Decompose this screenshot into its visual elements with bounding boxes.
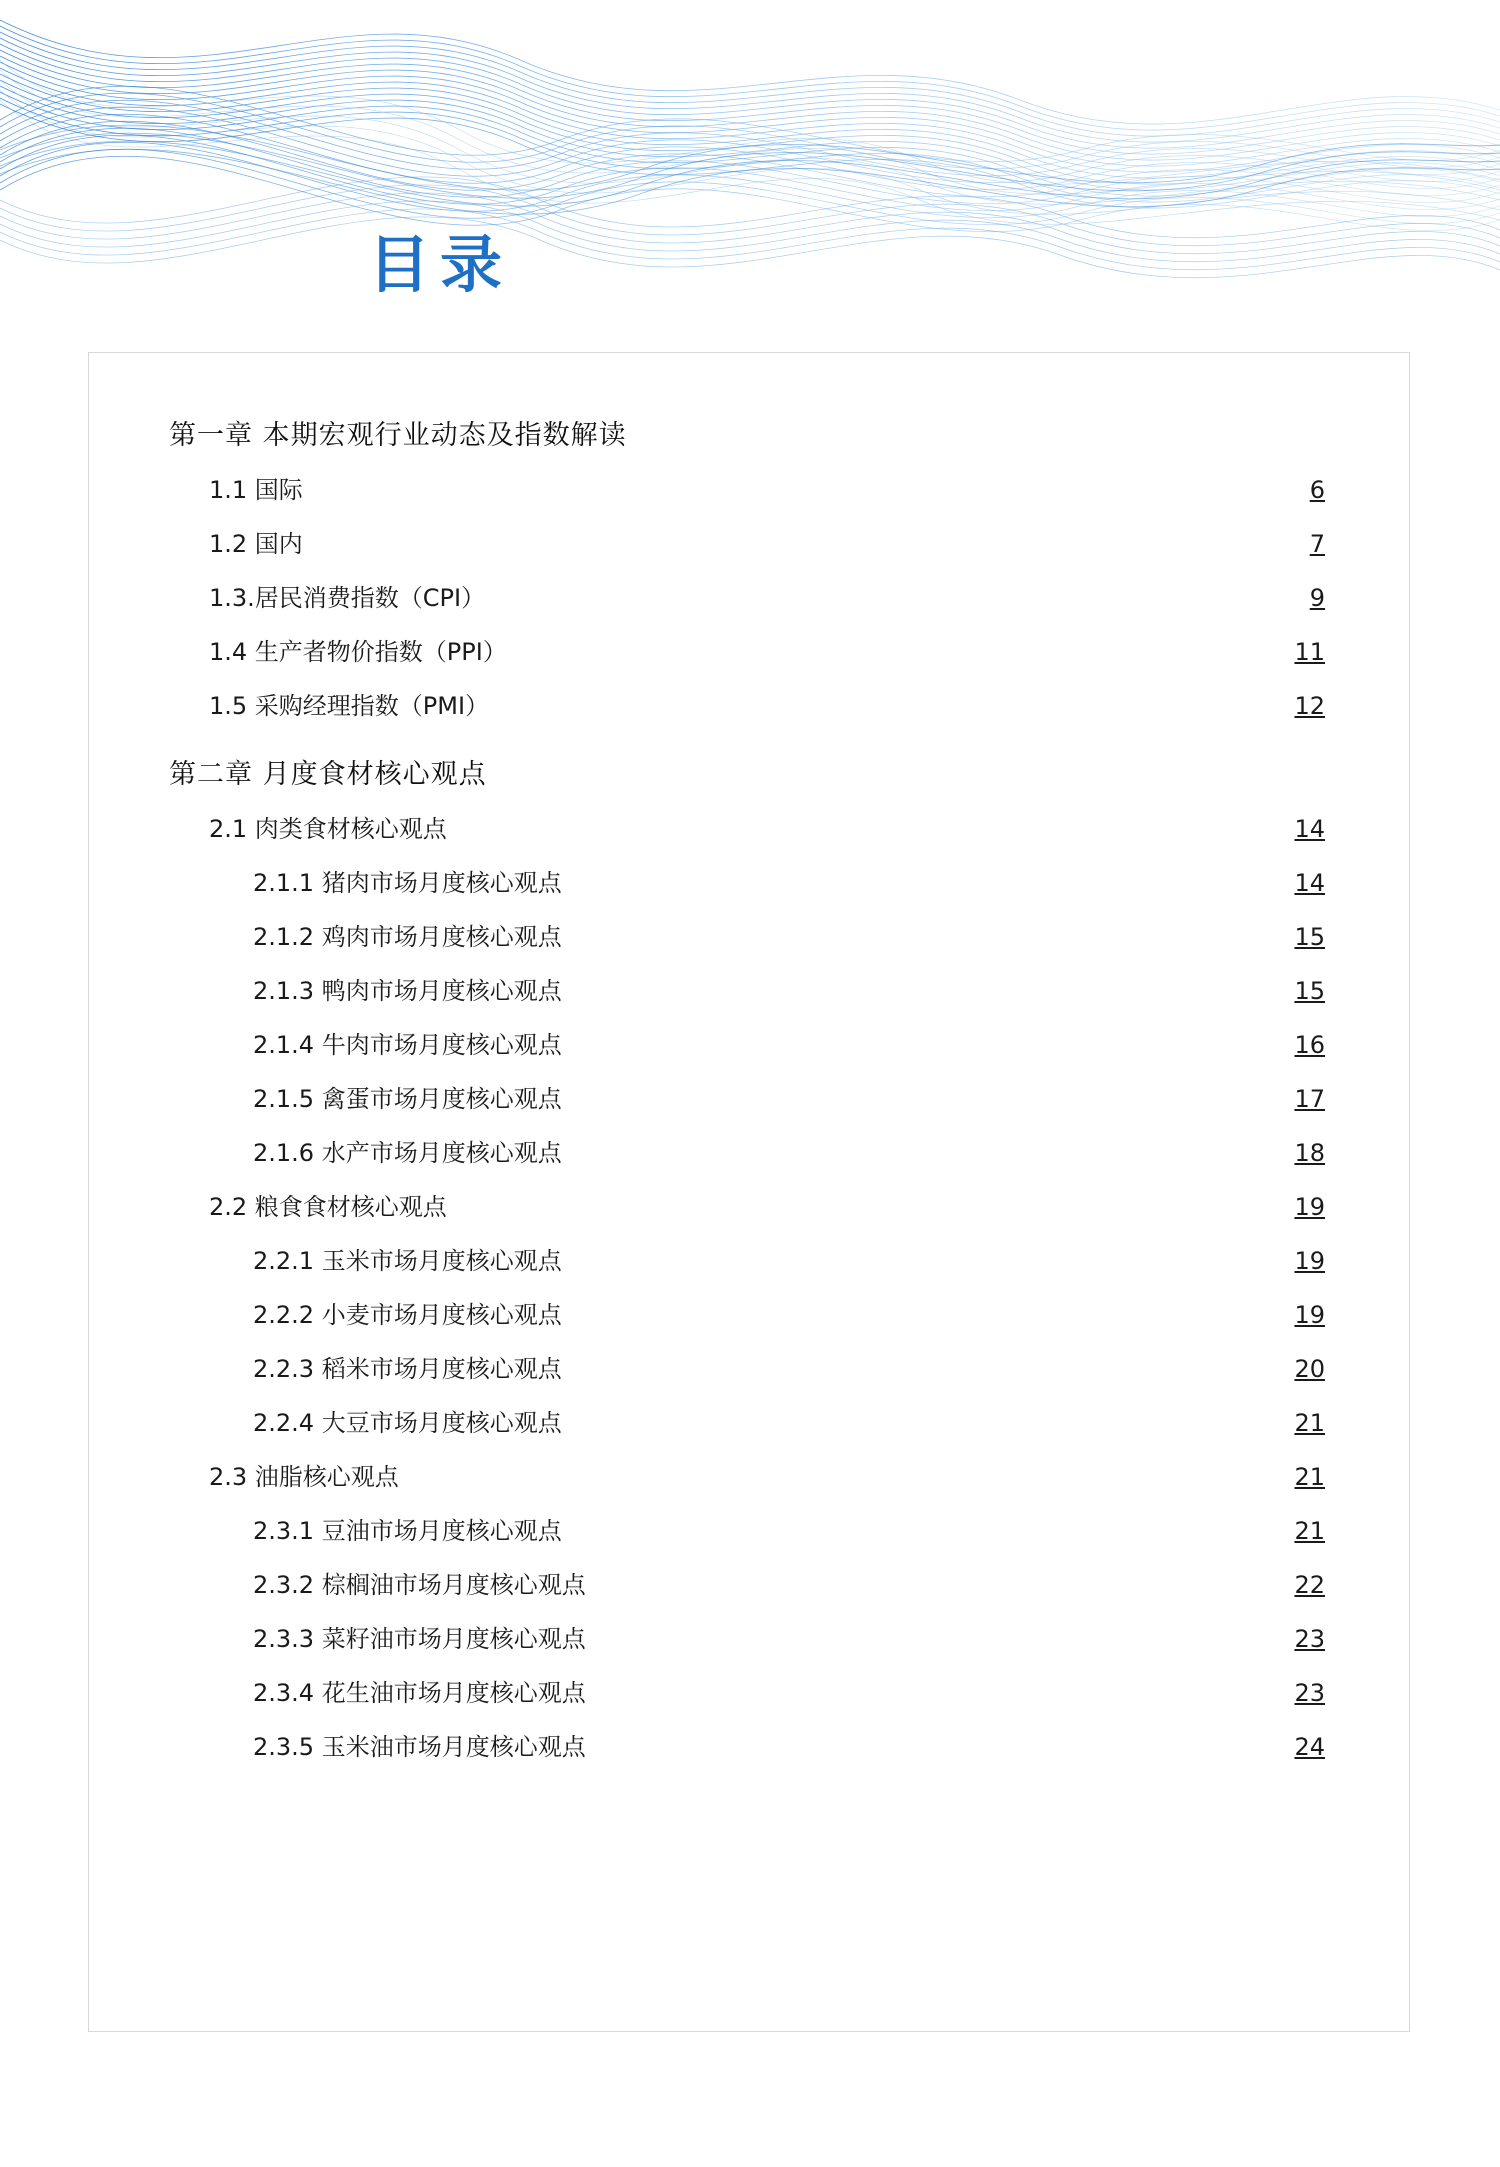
toc-container (88, 352, 1410, 2032)
toc-entry[interactable] (169, 676, 1353, 730)
toc-entry[interactable] (169, 1393, 1353, 1447)
toc-entry-page[interactable]: 6 (1309, 475, 1325, 504)
toc-entry[interactable] (169, 1339, 1353, 1393)
toc-entry[interactable] (169, 622, 1353, 676)
page-title: 目录 (368, 228, 513, 301)
toc-entry-page[interactable]: 21 (1294, 1408, 1325, 1437)
toc-entry[interactable] (169, 1717, 1353, 1771)
toc-entry-label: 2.1.3 鸭肉市场月度核心观点 (253, 976, 562, 1005)
toc-entry-page[interactable]: 19 (1294, 1246, 1325, 1275)
toc-entry-label: 2.2.1 玉米市场月度核心观点 (253, 1246, 562, 1275)
toc-entry[interactable] (169, 1069, 1353, 1123)
toc-entry-label: 2.2.2 小麦市场月度核心观点 (253, 1300, 562, 1329)
toc-entry-page[interactable]: 9 (1309, 583, 1325, 612)
toc-entry-page[interactable]: 23 (1294, 1624, 1325, 1653)
toc-entry-page[interactable]: 19 (1294, 1300, 1325, 1329)
toc-entry-label: 1.1 国际 (209, 475, 303, 504)
toc-entry-page[interactable]: 24 (1294, 1732, 1325, 1761)
toc-entry-label: 2.1.4 牛肉市场月度核心观点 (253, 1030, 562, 1059)
toc-entry-label: 2.3.5 玉米油市场月度核心观点 (253, 1732, 586, 1761)
toc-entry[interactable] (169, 1609, 1353, 1663)
toc-entry-label: 1.2 国内 (209, 529, 303, 558)
toc-entry-label: 2.1.6 水产市场月度核心观点 (253, 1138, 562, 1167)
toc-entry-page[interactable]: 19 (1294, 1192, 1325, 1221)
wave-graphic (0, 0, 1500, 340)
toc-entry-page[interactable]: 21 (1294, 1516, 1325, 1545)
toc-entry[interactable] (169, 853, 1353, 907)
toc-entry-label: 2.2.4 大豆市场月度核心观点 (253, 1408, 562, 1437)
toc-entry-page[interactable]: 7 (1309, 529, 1325, 558)
toc-entry[interactable] (169, 1447, 1353, 1501)
toc-entry[interactable] (169, 1231, 1353, 1285)
toc-entry-page[interactable]: 15 (1294, 922, 1325, 951)
toc-entry-page[interactable]: 18 (1294, 1138, 1325, 1167)
toc-entry-label: 2.2.3 稻米市场月度核心观点 (253, 1354, 562, 1383)
toc-entry-page[interactable]: 14 (1294, 868, 1325, 897)
toc-entry-page[interactable]: 22 (1294, 1570, 1325, 1599)
toc-entry-label: 1.3.居民消费指数（CPI） (209, 583, 486, 612)
toc-entry-label: 2.1.1 猪肉市场月度核心观点 (253, 868, 562, 897)
toc-entry-page[interactable]: 14 (1294, 814, 1325, 843)
toc-entry-page[interactable]: 21 (1294, 1462, 1325, 1491)
toc-entry-label: 2.3 油脂核心观点 (209, 1462, 399, 1491)
toc-entry[interactable] (169, 961, 1353, 1015)
toc-list (169, 413, 1353, 1771)
toc-entry[interactable] (169, 1015, 1353, 1069)
toc-entry[interactable] (169, 514, 1353, 568)
toc-entry-page[interactable]: 23 (1294, 1678, 1325, 1707)
toc-entry[interactable] (169, 799, 1353, 853)
toc-entry[interactable] (169, 460, 1353, 514)
toc-entry[interactable] (169, 1501, 1353, 1555)
toc-entry-label: 1.4 生产者物价指数（PPI） (209, 637, 507, 666)
decorative-wave-banner (0, 0, 1500, 340)
toc-entry[interactable] (169, 1285, 1353, 1339)
toc-entry-label: 2.3.3 菜籽油市场月度核心观点 (253, 1624, 586, 1653)
toc-entry[interactable] (169, 568, 1353, 622)
toc-entry-label: 2.3.2 棕榈油市场月度核心观点 (253, 1570, 586, 1599)
toc-entry-page[interactable]: 20 (1294, 1354, 1325, 1383)
toc-entry[interactable] (169, 1555, 1353, 1609)
toc-entry-label: 2.2 粮食食材核心观点 (209, 1192, 447, 1221)
toc-entry-label: 2.1 肉类食材核心观点 (209, 814, 447, 843)
toc-entry-label: 2.3.4 花生油市场月度核心观点 (253, 1678, 586, 1707)
toc-entry-page[interactable]: 15 (1294, 976, 1325, 1005)
chapter-heading: 第一章 本期宏观行业动态及指数解读 (169, 420, 627, 451)
toc-entry-label: 1.5 采购经理指数（PMI） (209, 691, 490, 720)
toc-entry-page[interactable]: 12 (1294, 691, 1325, 720)
toc-entry[interactable] (169, 1123, 1353, 1177)
chapter-heading: 第二章 月度食材核心观点 (169, 759, 487, 790)
toc-entry-page[interactable]: 11 (1294, 637, 1325, 666)
toc-entry-label: 2.1.5 禽蛋市场月度核心观点 (253, 1084, 562, 1113)
toc-entry-page[interactable]: 17 (1294, 1084, 1325, 1113)
toc-entry-page[interactable]: 16 (1294, 1030, 1325, 1059)
toc-entry[interactable] (169, 1177, 1353, 1231)
toc-entry[interactable] (169, 1663, 1353, 1717)
toc-entry[interactable] (169, 907, 1353, 961)
toc-entry-label: 2.3.1 豆油市场月度核心观点 (253, 1516, 562, 1545)
toc-entry-label: 2.1.2 鸡肉市场月度核心观点 (253, 922, 562, 951)
